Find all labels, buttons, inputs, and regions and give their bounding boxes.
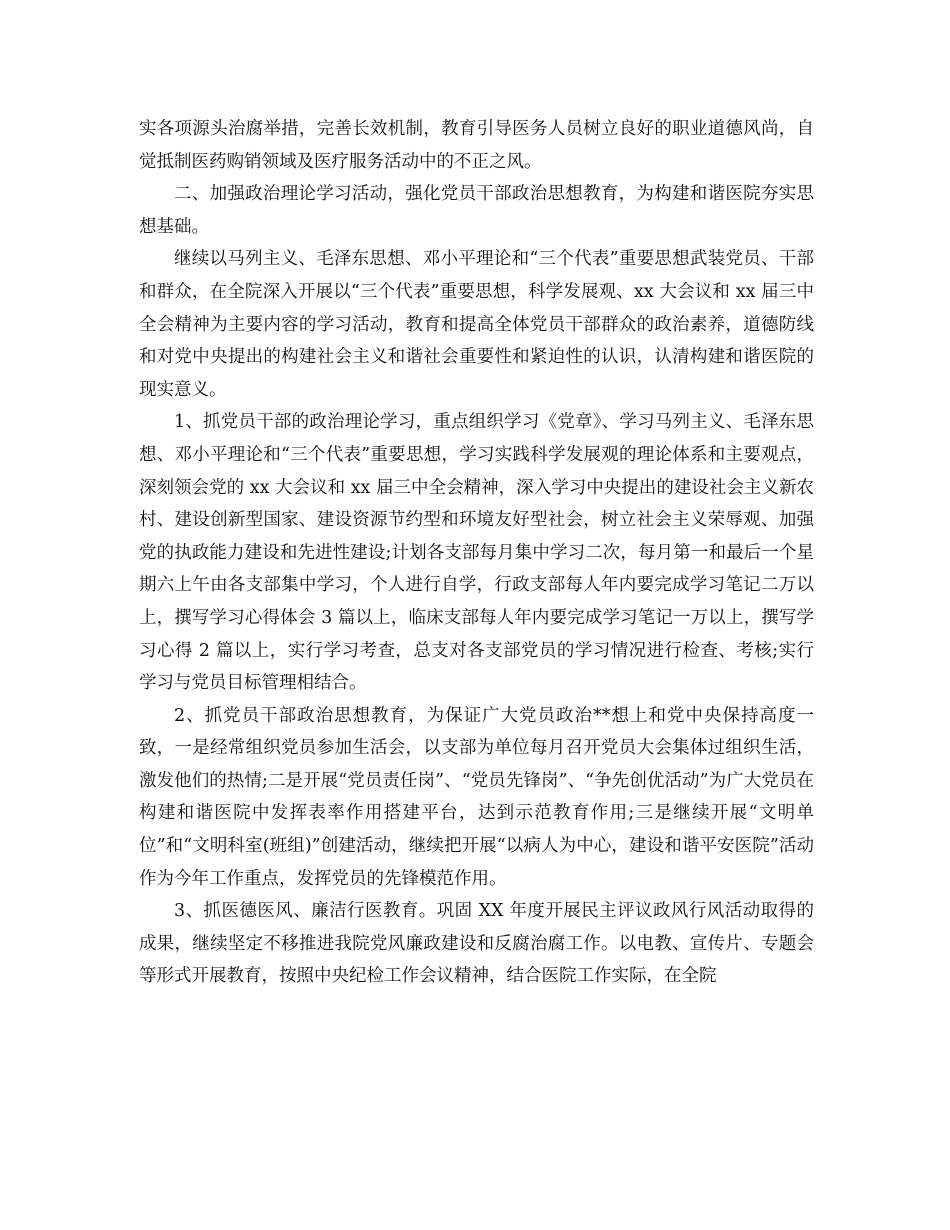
paragraph-5: 2、抓党员干部政治思想教育，为保证广大党员政治**想上和党中央保持高度一致，一是经常组织党员参加生活会，以支部为单位每月召开党员大会集体过组织生活，激发他们的热情;二是开展“党员责任岗”、“党员先锋岗”、“争先创优活动”为广大党员在构建和谐医院中发挥表率作用搭建平台，达到示范教育作用;三是继续开展“文明单位”和“文明科室(班组)”创建活动，继续把开展“以病人为中心，建设和谐平安医院”活动作为今年工作重点，发挥党员的先锋模范作用。 bbox=[139, 705, 814, 889]
paragraph-6: 3、抓医德医风、廉洁行医教育。巩固 XX 年度开展民主评议政风行风活动取得的成果，继续坚定不移推进我院党风廉政建设和反腐治腐工作。以电教、宣传片、专题会等形式开展教育，按照中央纪检工作会议精神，结合医院工作实际，在全院 bbox=[139, 901, 814, 987]
paragraph-3: 继续以马列主义、毛泽东思想、邓小平理论和“三个代表”重要思想武装党员、干部和群众，在全院深入开展以“三个代表”重要思想，科学发展观、xx 大会议和 xx 届三中全会精神为主要内容的学习活动，教育和提高全体党员干部群众的政治素养，道德防线和对党中央提出的构建社会主义和谐社会重要性和紧迫性的认识，认清构建和谐医院的现实意义。 bbox=[139, 249, 814, 400]
paragraph-2: 二、加强政治理论学习活动，强化党员干部政治思想教育，为构建和谐医院夯实思想基础。 bbox=[139, 184, 814, 237]
paragraph-4: 1、抓党员干部的政治理论学习，重点组织学习《党章》、学习马列主义、毛泽东思想、邓小平理论和“三个代表”重要思想，学习实践科学发展观的理论体系和主要观点，深刻领会党的 xx 大会议和 xx 届三中全会精神，深入学习中央提出的建设社会主义新农村、建设创新型国家、建设资源节约型和环境友好型社会，树立社会主义荣辱观、加强党的执政能力建设和先进性建设;计划各支部每月集中学习二次，每月第一和最后一个星期六上午由各支部集中学习，个人进行自学，行政支部每人年内要完成学习笔记二万以上，撰写学习心得体会 3 篇以上，临床支部每人年内要完成学习笔记一万以上，撰写学习心得 2 篇以上，实行学习考查，总支对各支部党员的学习情况进行检查、考核;实行学习与党员目标管理相结合。 bbox=[139, 412, 814, 694]
document-body bbox=[139, 113, 814, 993]
paragraph-1: 实各项源头治腐举措，完善长效机制，教育引导医务人员树立良好的职业道德风尚，自觉抵制医药购销领域及医疗服务活动中的不正之风。 bbox=[139, 119, 814, 172]
